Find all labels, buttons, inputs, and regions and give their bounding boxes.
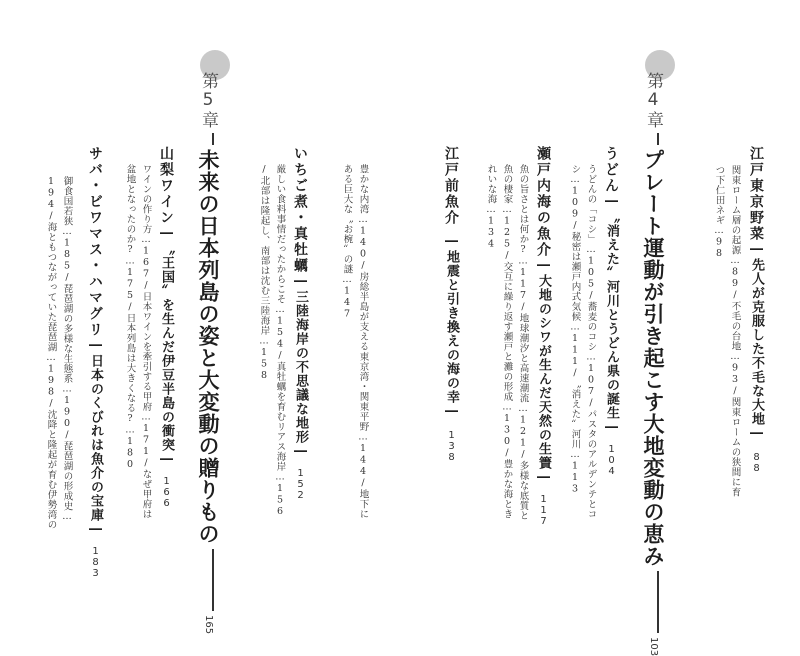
section-title: 江戸前魚介 [443,146,459,226]
section-subtitle: ―大地のシワが生んだ天然の生簀― [536,258,551,486]
toc-entry-ichigoni-oyster[interactable] [292,146,308,501]
section-page-number: 138 [446,430,457,463]
section-title: サバ・ビワマス・ハマグリ [87,146,103,338]
section-title: 瀬戸内海の魚介 [535,146,551,258]
toc-entry-udon[interactable] [603,146,619,477]
section-subtitle: ―地震と引き換えの海の幸― [444,234,459,420]
section-subtitle: ―〝王国〟を生んだ伊豆半島の衝突― [159,226,174,468]
chapter5-heading[interactable] [197,72,218,634]
toc-body-line: 魚の棲家…125/交互に繰り返す瀬戸と灘の形成…130/豊かな海とき [501,164,513,519]
section-title: 山梨ワイン [158,146,174,226]
toc-body-line: /北部は隆起し、南部は沈む三陸海岸…158 [258,164,270,382]
section-title: うどん [603,146,619,194]
toc-entry-saba-biwamasu-hamaguri[interactable] [87,146,103,579]
chapter-page-number: 103 [648,637,659,656]
toc-body-line: 厳しい食料事情だったからこそ…154/真牡蠣を育むリアス海岸…156 [274,164,286,518]
toc-body-line: 魚の旨さとは何か?…117/地球潮汐と高速潮流…121/多様な底質と [517,164,529,521]
toc-body-line: れいな海…134 [485,164,497,250]
chapter-title: 未来の日本列島の姿と大変動の贈りもの [196,149,220,545]
chapter-label: 第4章 [643,72,663,129]
chapter-title: プレート運動が引き起こす大地変動の恵み [641,149,665,567]
section-subtitle: ―先人が克服した不毛な大地― [749,242,764,442]
toc-body-line: 豊かな内湾…140/房総半島が支える東京湾・関東平野…144/地下に [357,164,369,519]
section-page-number: 152 [295,468,306,501]
section-subtitle: ―日本のくびれは魚介の宝庫― [88,338,103,538]
section-title: いちご煮・真牡蠣 [292,146,308,274]
chapter-page-number: 165 [203,615,214,635]
section-page-number: 183 [90,546,101,579]
toc-body-line: うどんの「コシ」…105/蕎麦のコシ…107/パスタのアルデンテとコ [585,164,597,519]
section-title: 江戸東京野菜 [748,146,764,242]
section-subtitle: ―三陸海岸の不思議な地形― [293,274,308,460]
toc-entry-setonaikai-seafood[interactable] [535,146,551,527]
toc-body-line: ある巨大な〝お椀〟の謎…147 [341,164,353,320]
chapter-label: 第5章 [198,72,218,129]
section-page-number: 88 [751,452,762,474]
section-page-number: 117 [538,494,549,527]
section-subtitle: ―〝消えた〟河川とうどん県の誕生― [604,194,619,436]
toc-body-line: 関東ローム層の起源…89/不毛の台地…93/関東ロームの狭間に育 [729,165,741,497]
toc-body-line: つ下仁田ネギ…98 [713,165,725,260]
section-page-number: 166 [161,476,172,509]
chapter-dash [657,133,659,145]
chapter-rule [212,549,214,611]
chapter4-heading[interactable] [642,72,663,656]
toc-body-line: 194/海ともつながっていた琵琶湖…198/沈降と隆起が育む伊勢湾の [45,176,57,530]
toc-body-line: 盆地となったのか?…175/日本列島は大きくなる?…180 [124,164,136,471]
toc-body-line: シ…109/秘密は瀬戸内式気候…111/〝消えた〟河川…113 [569,164,581,495]
section-page-number: 104 [606,444,617,477]
chapter-dash [212,133,214,145]
toc-entry-edo-tokyo-vegetables[interactable] [748,146,764,474]
toc-entry-yamanashi-wine[interactable] [158,146,174,509]
toc-body-line: ワインの作り方…167/日本ワインを牽引する甲府…171/なぜ甲府は [140,164,152,519]
toc-body-line: 御食国若狭…185/琵琶湖の多様な生態系…190/琵琶湖の形成史… [61,176,73,523]
toc-entry-edomae-seafood[interactable] [443,146,459,463]
chapter-rule [657,571,659,633]
